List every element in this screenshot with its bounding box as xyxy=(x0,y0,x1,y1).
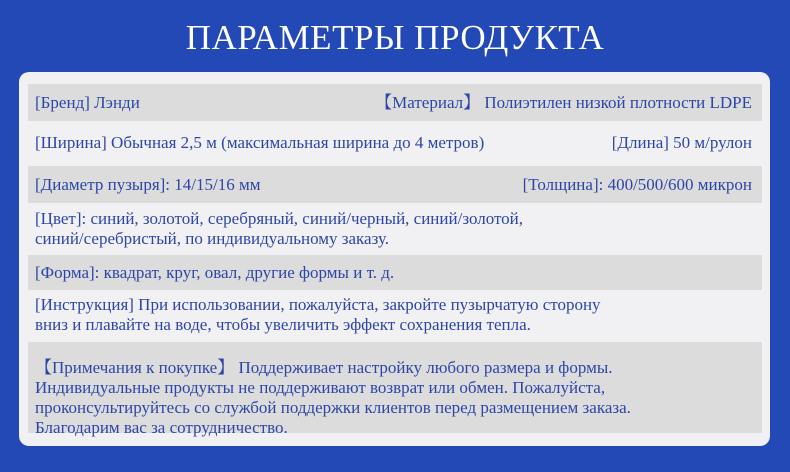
spec-brand: [Бренд] Лэнди xyxy=(35,92,140,112)
spec-color-line: [Цвет]: синий, золотой, серебряный, синий/черный, синий/золотой, xyxy=(35,209,524,228)
spec-row-width-length xyxy=(28,125,762,161)
purchase-notes-line: Благодарим вас за сотрудничество. xyxy=(35,418,288,437)
spec-instruction-line: [Инструкция] При использовании, пожалуйста, закройте пузырчатую сторону xyxy=(35,295,601,314)
page-title: ПАРАМЕТРЫ ПРОДУКТА xyxy=(185,18,605,57)
spec-thickness: [Толщина]: 400/500/600 микрон xyxy=(522,174,752,194)
spec-row-brand-material xyxy=(28,84,762,121)
spec-material: 【Материал】 Полиэтилен низкой плотности LDPE xyxy=(375,92,752,112)
spec-row-diameter-thickness xyxy=(28,166,762,203)
purchase-notes-line: проконсультируйтесь со службой поддержки клиентов перед размещением заказа. xyxy=(35,398,631,417)
purchase-notes-line: 【Примечания к покупке】 Поддерживает настройку любого размера и формы. xyxy=(35,358,613,377)
spec-width: [Ширина] Обычная 2,5 м (максимальная ширина до 4 метров) xyxy=(35,133,485,152)
spec-color-line: синий/серебристый, по индивидуальному заказу. xyxy=(35,229,390,248)
purchase-notes-line: Индивидуальные продукты не поддерживают возврат или обмен. Пожалуйста, xyxy=(35,378,606,397)
spec-bubble-diameter: [Диаметр пузыря]: 14/15/16 мм xyxy=(35,174,261,194)
spec-shape: [Форма]: квадрат, круг, овал, другие формы и т. д. xyxy=(35,262,395,282)
spec-length: [Длина] 50 м/рулон xyxy=(611,133,752,152)
spec-instruction-line: вниз и плавайте на воде, чтобы увеличить эффект сохранения тепла. xyxy=(35,315,531,334)
spec-row-instruction xyxy=(28,293,762,339)
parameters-panel xyxy=(19,72,770,446)
spec-row-purchase-notes xyxy=(28,342,762,437)
spec-row-shape xyxy=(28,255,762,290)
spec-row-color xyxy=(28,206,762,251)
